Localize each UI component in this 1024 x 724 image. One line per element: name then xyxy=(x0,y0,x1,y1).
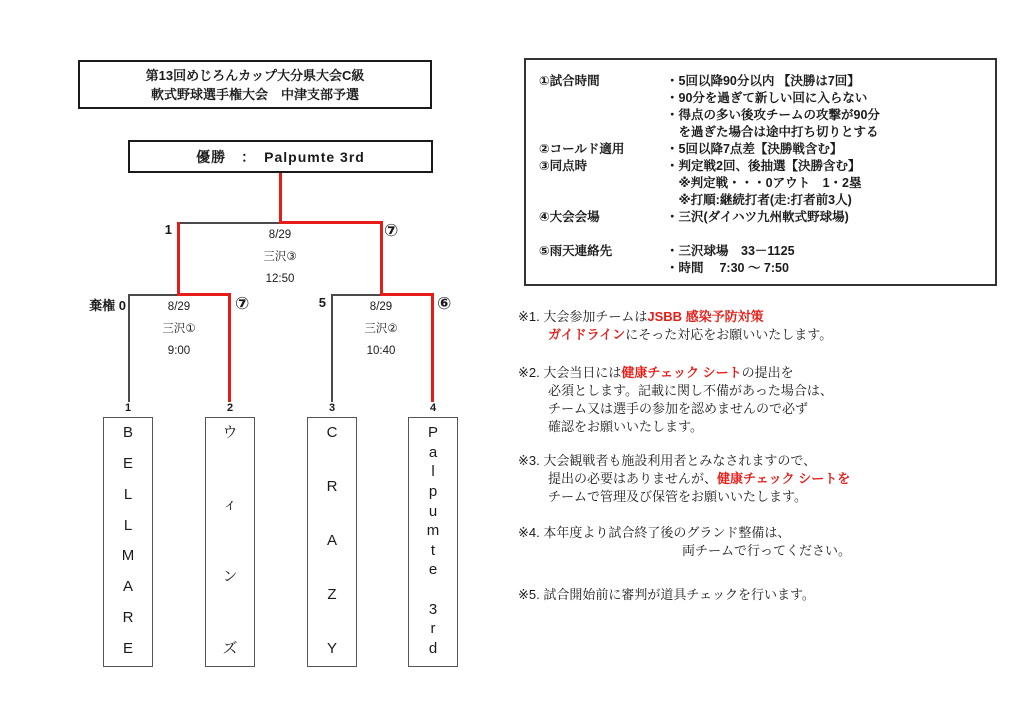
team-box-winds: ウ ィ ン ズ xyxy=(205,417,255,667)
semi1-score-left: 棄権 0 xyxy=(89,298,126,313)
note-3-spectators: ※3. 大会観戦者も施設利用者とみなされますので、 提出の必要はありませんが、健康チェック シートを チームで管理及び保管をお願いいたします。 xyxy=(518,453,851,504)
rule-label: ③同点時 xyxy=(539,159,588,173)
rule-text: ・時間 7:30 ～ 7:50 xyxy=(666,261,789,275)
team-box-palpumte-3rd: P a l p u m t e 3 r d xyxy=(408,417,458,667)
semi1-score-right: ⑦ xyxy=(235,294,250,313)
rules-row xyxy=(539,260,985,277)
rule-text: ・5回以降7点差【決勝戦含む】 xyxy=(666,142,843,156)
rule-text: ・三沢球場 33－1125 xyxy=(666,244,795,258)
note-1-jsbb-guideline: ※1. 大会参加チームはJSBB 感染予防対策 ガイドラインにそった対応をお願いいたします。 xyxy=(518,309,833,342)
semi1-venue: 三沢① xyxy=(162,323,196,335)
rule-text: ※判定戦・・・0アウト 1・2塁 xyxy=(666,176,862,190)
rule-text: ・5回以降90分以内 【決勝は7回】 xyxy=(666,74,860,88)
final-score-left: 1 xyxy=(164,222,172,237)
final-score-right: ⑦ xyxy=(384,221,399,240)
rules-row xyxy=(539,124,985,141)
rules-row-spacer xyxy=(539,226,985,243)
bracket-line-team4-vertical xyxy=(431,293,434,402)
rule-label: ②コールド適用 xyxy=(539,142,625,156)
rule-label xyxy=(539,192,666,209)
semi1-match-info xyxy=(129,296,229,362)
semi2-time: 10:40 xyxy=(366,345,396,357)
rule-label xyxy=(539,260,666,277)
rule-label xyxy=(539,175,666,192)
rule-label: ①試合時間 xyxy=(539,74,600,88)
rules-row-tie xyxy=(539,158,985,175)
final-venue: 三沢③ xyxy=(263,251,297,263)
rules-row-venue xyxy=(539,209,985,226)
semi2-match-info xyxy=(331,296,431,362)
rules-row xyxy=(539,175,985,192)
rule-text: ※打順:継続打者(走:打者前3人) xyxy=(666,193,852,207)
tournament-title-line2: 軟式野球選手権大会 中津支部予選 xyxy=(150,86,359,102)
bracket-line-final-left-vertical xyxy=(177,222,180,295)
champion-box xyxy=(128,140,433,173)
team-box-crazy: C R A Z Y xyxy=(307,417,357,667)
final-date: 8/29 xyxy=(268,229,292,241)
rules-row-called-game xyxy=(539,141,985,158)
seed-number-2: 2 xyxy=(226,402,234,414)
rules-box xyxy=(524,58,997,286)
final-time: 12:50 xyxy=(265,273,295,285)
rule-label xyxy=(539,107,666,124)
rule-text: ・90分を過ぎて新しい回に入らない xyxy=(666,91,868,105)
rule-text: ・判定戦2回、後抽選【決勝含む】 xyxy=(666,159,861,173)
team-box-bellmare: B E L L M A R E xyxy=(103,417,153,667)
semi1-time: 9:00 xyxy=(167,345,191,357)
rule-label: ④大会会場 xyxy=(539,210,600,224)
tournament-title-box xyxy=(78,60,432,109)
seed-number-1: 1 xyxy=(124,402,132,414)
champion-label: 優勝 ： Palpumte 3rd xyxy=(196,148,365,165)
semi1-date: 8/29 xyxy=(167,301,191,313)
semi2-venue: 三沢② xyxy=(364,323,398,335)
note-5-equipment-check: ※5. 試合開始前に審判が道具チェックを行います。 xyxy=(518,587,815,602)
rule-label xyxy=(539,226,666,243)
rule-text: を過ぎた場合は途中打ち切りとする xyxy=(666,125,879,139)
note-4-ground-maintenance: ※4. 本年度より試合終了後のグランド整備は、 両チームで行ってください。 xyxy=(518,525,852,558)
rule-label xyxy=(539,90,666,107)
tournament-title-line1: 第13回めじろんカップ大分県大会C級 xyxy=(145,67,365,83)
rules-row xyxy=(539,107,985,124)
rule-text: ・得点の多い後攻チームの攻撃が90分 xyxy=(666,108,880,122)
rules-row xyxy=(539,90,985,107)
bracket-line-champion-vertical xyxy=(279,173,282,223)
rule-label xyxy=(539,124,666,141)
rules-row-game-time xyxy=(539,73,985,90)
rule-text: ・三沢(ダイハツ九州軟式野球場) xyxy=(666,210,849,224)
note-2-health-check-sheet: ※2. 大会当日には健康チェック シートの提出を 必須とします。記載に関し不備があった場合は、 チーム又は選手の参加を認めませんので必ず 確認をお願いいたします。 xyxy=(518,365,833,434)
seed-number-4: 4 xyxy=(429,402,437,414)
bracket-line-final-right-vertical xyxy=(380,221,383,295)
semi2-score-left: 5 xyxy=(318,295,326,310)
rules-row-rain-contact xyxy=(539,243,985,260)
seed-number-3: 3 xyxy=(328,402,336,414)
final-match-info xyxy=(230,224,330,290)
rule-label: ⑤雨天連絡先 xyxy=(539,244,613,258)
semi2-date: 8/29 xyxy=(369,301,393,313)
rules-row xyxy=(539,192,985,209)
semi2-score-right: ⑥ xyxy=(437,294,452,313)
